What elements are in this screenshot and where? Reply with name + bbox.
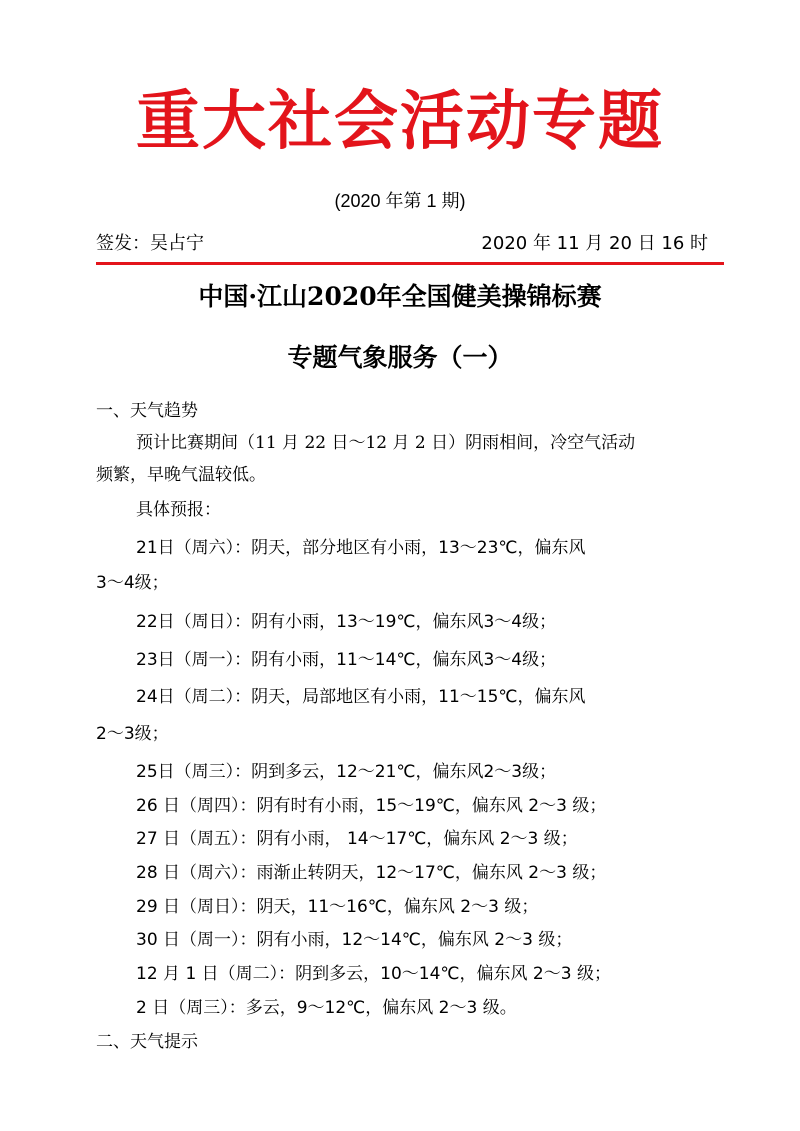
forecast-dec-1: 12 月 1 日（周二）：阴到多云，10～14℃，偏东风 2～3 级；	[136, 964, 611, 984]
issue-number: (2020 年第 1 期)	[334, 191, 466, 211]
forecast-day-30: 30 日（周一）：阴有小雨，12～14℃，偏东风 2～3 级；	[136, 930, 573, 950]
issue-date: 2020 年 11 月 20 日 16 时	[481, 233, 708, 254]
forecast-day-28: 28 日（周六）：雨渐止转阴天，12～17℃，偏东风 2～3 级；	[136, 863, 607, 883]
forecast-dec-2: 2 日（周三）：多云，9～12℃，偏东风 2～3 级。	[136, 998, 517, 1018]
intro-paragraph-cont: 频繁，早晚气温较低。	[96, 465, 266, 485]
forecast-day-25: 25日（周三）：阴到多云，12～21℃，偏东风2～3级；	[136, 762, 557, 782]
intro-paragraph: 预计比赛期间（11 月 22 日～12 月 2 日）阴雨相间，冷空气活动	[136, 433, 636, 453]
service-title: 专题气象服务（一）	[287, 343, 513, 372]
section-heading-trend: 一、天气趋势	[96, 401, 198, 421]
forecast-day-23: 23日（周一）：阴有小雨，11～14℃，偏东风3～4级；	[136, 650, 557, 670]
forecast-day-27: 27 日（周五）：阴有小雨， 14～17℃，偏东风 2～3 级；	[136, 829, 578, 849]
forecast-day-24-cont: 2～3级；	[96, 724, 169, 744]
forecast-label: 具体预报：	[136, 500, 221, 520]
forecast-day-21: 21日（周六）：阴天，部分地区有小雨，13～23℃，偏东风	[136, 538, 586, 558]
forecast-day-21-cont: 3～4级；	[96, 573, 169, 593]
forecast-day-26: 26 日（周四）：阴有时有小雨，15～19℃，偏东风 2～3 级；	[136, 796, 607, 816]
red-divider	[96, 262, 724, 265]
meta-row	[96, 232, 708, 256]
forecast-day-22: 22日（周日）：阴有小雨，13～19℃，偏东风3～4级；	[136, 612, 557, 632]
section-heading-tips: 二、天气提示	[96, 1032, 198, 1052]
signer: 签发：吴占宁	[96, 233, 204, 254]
forecast-day-24: 24日（周二）：阴天，局部地区有小雨，11～15℃，偏东风	[136, 687, 586, 707]
masthead-title: 重大社会活动专题	[136, 84, 664, 159]
event-title: 中国·江山2020年全国健美操锦标赛	[198, 282, 602, 311]
forecast-day-29: 29 日（周日）：阴天，11～16℃，偏东风 2～3 级；	[136, 897, 539, 917]
